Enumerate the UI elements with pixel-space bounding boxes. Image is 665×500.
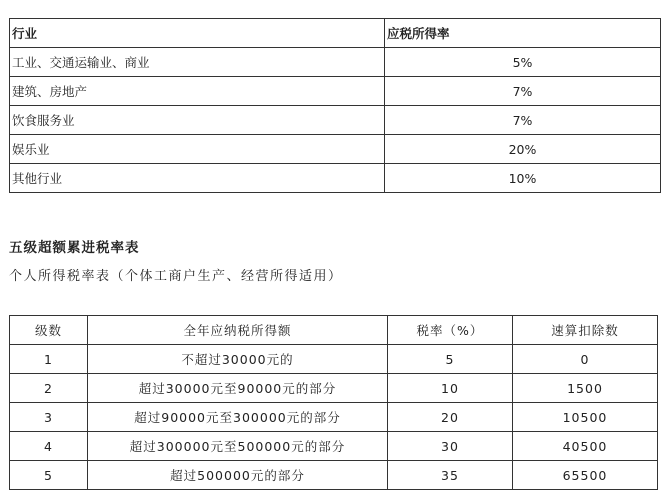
level-cell: 2 <box>10 374 88 403</box>
deduction-cell: 0 <box>513 345 658 374</box>
level-cell: 5 <box>10 461 88 490</box>
table-row <box>10 403 658 432</box>
table-row <box>10 432 658 461</box>
industry-cell: 饮食服务业 <box>10 106 385 135</box>
income-cell: 不超过30000元的 <box>88 345 388 374</box>
table-row <box>10 164 661 193</box>
income-cell: 超过500000元的部分 <box>88 461 388 490</box>
industry-rate-table <box>9 18 661 193</box>
deduction-cell: 40500 <box>513 432 658 461</box>
header-rate: 税率（%） <box>388 316 513 345</box>
rate-cell: 10 <box>388 374 513 403</box>
income-cell: 超过90000元至300000元的部分 <box>88 403 388 432</box>
progressive-tax-table <box>9 315 658 490</box>
header-income: 全年应纳税所得额 <box>88 316 388 345</box>
header-industry: 行业 <box>10 19 385 48</box>
income-cell: 超过300000元至500000元的部分 <box>88 432 388 461</box>
rate-cell: 5 <box>388 345 513 374</box>
rate-cell: 30 <box>388 432 513 461</box>
table-row <box>10 48 661 77</box>
deduction-cell: 1500 <box>513 374 658 403</box>
deduction-cell: 10500 <box>513 403 658 432</box>
rate-cell: 20% <box>385 135 661 164</box>
section-title: 五级超额累进税率表 <box>9 240 140 256</box>
industry-cell: 娱乐业 <box>10 135 385 164</box>
table-row <box>10 135 661 164</box>
rate-cell: 10% <box>385 164 661 193</box>
level-cell: 1 <box>10 345 88 374</box>
section-subtitle: 个人所得税率表（个体工商户生产、经营所得适用） <box>9 269 343 284</box>
rate-cell: 7% <box>385 106 661 135</box>
table-row <box>10 461 658 490</box>
rate-cell: 7% <box>385 77 661 106</box>
header-deduction: 速算扣除数 <box>513 316 658 345</box>
rate-cell: 5% <box>385 48 661 77</box>
table-row <box>10 106 661 135</box>
header-level: 级数 <box>10 316 88 345</box>
table-row <box>10 77 661 106</box>
table-header-row <box>10 316 658 345</box>
level-cell: 3 <box>10 403 88 432</box>
table-row <box>10 374 658 403</box>
industry-cell: 工业、交通运输业、商业 <box>10 48 385 77</box>
level-cell: 4 <box>10 432 88 461</box>
income-cell: 超过30000元至90000元的部分 <box>88 374 388 403</box>
industry-cell: 其他行业 <box>10 164 385 193</box>
industry-cell: 建筑、房地产 <box>10 77 385 106</box>
table-row <box>10 345 658 374</box>
rate-cell: 20 <box>388 403 513 432</box>
header-rate: 应税所得率 <box>385 19 661 48</box>
deduction-cell: 65500 <box>513 461 658 490</box>
rate-cell: 35 <box>388 461 513 490</box>
table-header-row <box>10 19 661 48</box>
